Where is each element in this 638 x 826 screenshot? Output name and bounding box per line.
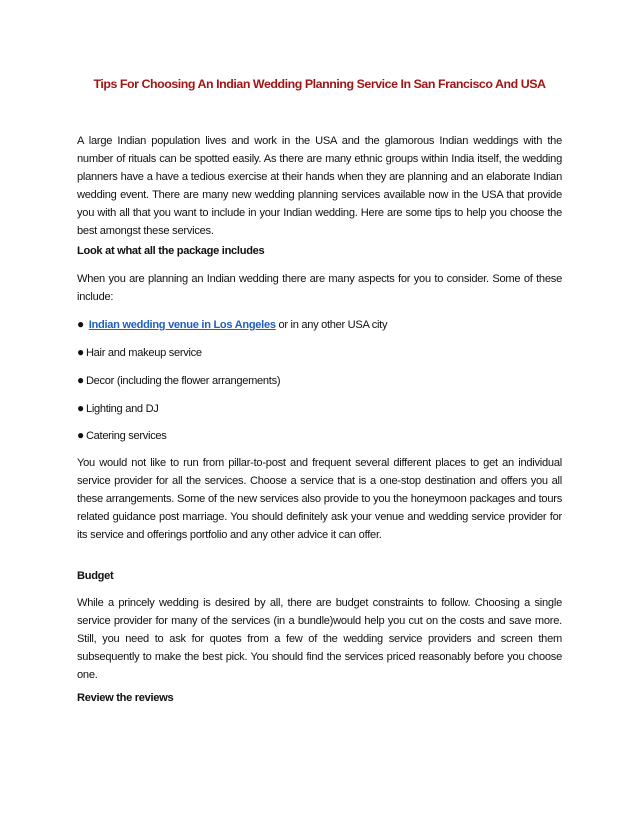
list-item-text: Catering services (85, 430, 167, 442)
list-item-text: or in any other USA city (275, 319, 388, 331)
bullet-icon: ● (77, 317, 84, 331)
section-heading-reviews: Review the reviews (77, 692, 174, 704)
list-item-text: Lighting and DJ (85, 403, 159, 415)
list-item-text: Decor (including the flower arrangements) (85, 375, 281, 387)
venue-link[interactable]: Indian wedding venue in Los Angeles (88, 319, 276, 331)
intro-paragraph: A large Indian population lives and work in the USA and the glamorous Indian weddings with the number of rituals can be spotted easily. As there are many ethnic groups within India itself, the wedding planners have a have a tedious exercise at their hands when they are planning and an elaborate Indian wedding event. There are many new wedding planning services available now in the USA that provide you with all that you want to include in your Indian wedding. Here are some tips to help you choose the best amongst these services. (77, 135, 562, 237)
bullet-icon: ● (77, 373, 84, 387)
section-heading-package: Look at what all the package includes (77, 245, 265, 257)
list-item (77, 317, 387, 331)
document-title: Tips For Choosing An Indian Wedding Planning Service In San Francisco And USA (93, 77, 546, 91)
package-body-paragraph: You would not like to run from pillar-to-post and frequent several different places to get an individual service provider for all the services. Choose a service that is a one-stop destination and offers you all these arrangements. Some of the new services also provide to you the honeymoon packages and tours related guidance post marriage. You should definitely ask your venue and wedding service provider for its service and offerings portfolio and any other advice it can offer. (77, 457, 562, 541)
list-item (77, 401, 159, 415)
list-item-text: Hair and makeup service (85, 347, 202, 359)
list-item (77, 373, 280, 387)
list-item (77, 345, 202, 359)
budget-body-paragraph: While a princely wedding is desired by all, there are budget constraints to follow. Choosing a single service provider for many of the services (in a bundle)would help you cut on the costs and save more. Still, you need to ask for quotes from a few of the wedding service providers and screen them subsequently to make the best pick. You should find the services priced reasonably before you choose one. (77, 597, 562, 681)
bullet-icon: ● (77, 428, 84, 442)
package-lead-paragraph: When you are planning an Indian wedding there are many aspects for you to consider. Some of these include: (77, 273, 562, 303)
bullet-icon: ● (77, 401, 84, 415)
bullet-icon: ● (77, 345, 84, 359)
section-heading-budget: Budget (77, 570, 114, 582)
list-item (77, 428, 167, 442)
